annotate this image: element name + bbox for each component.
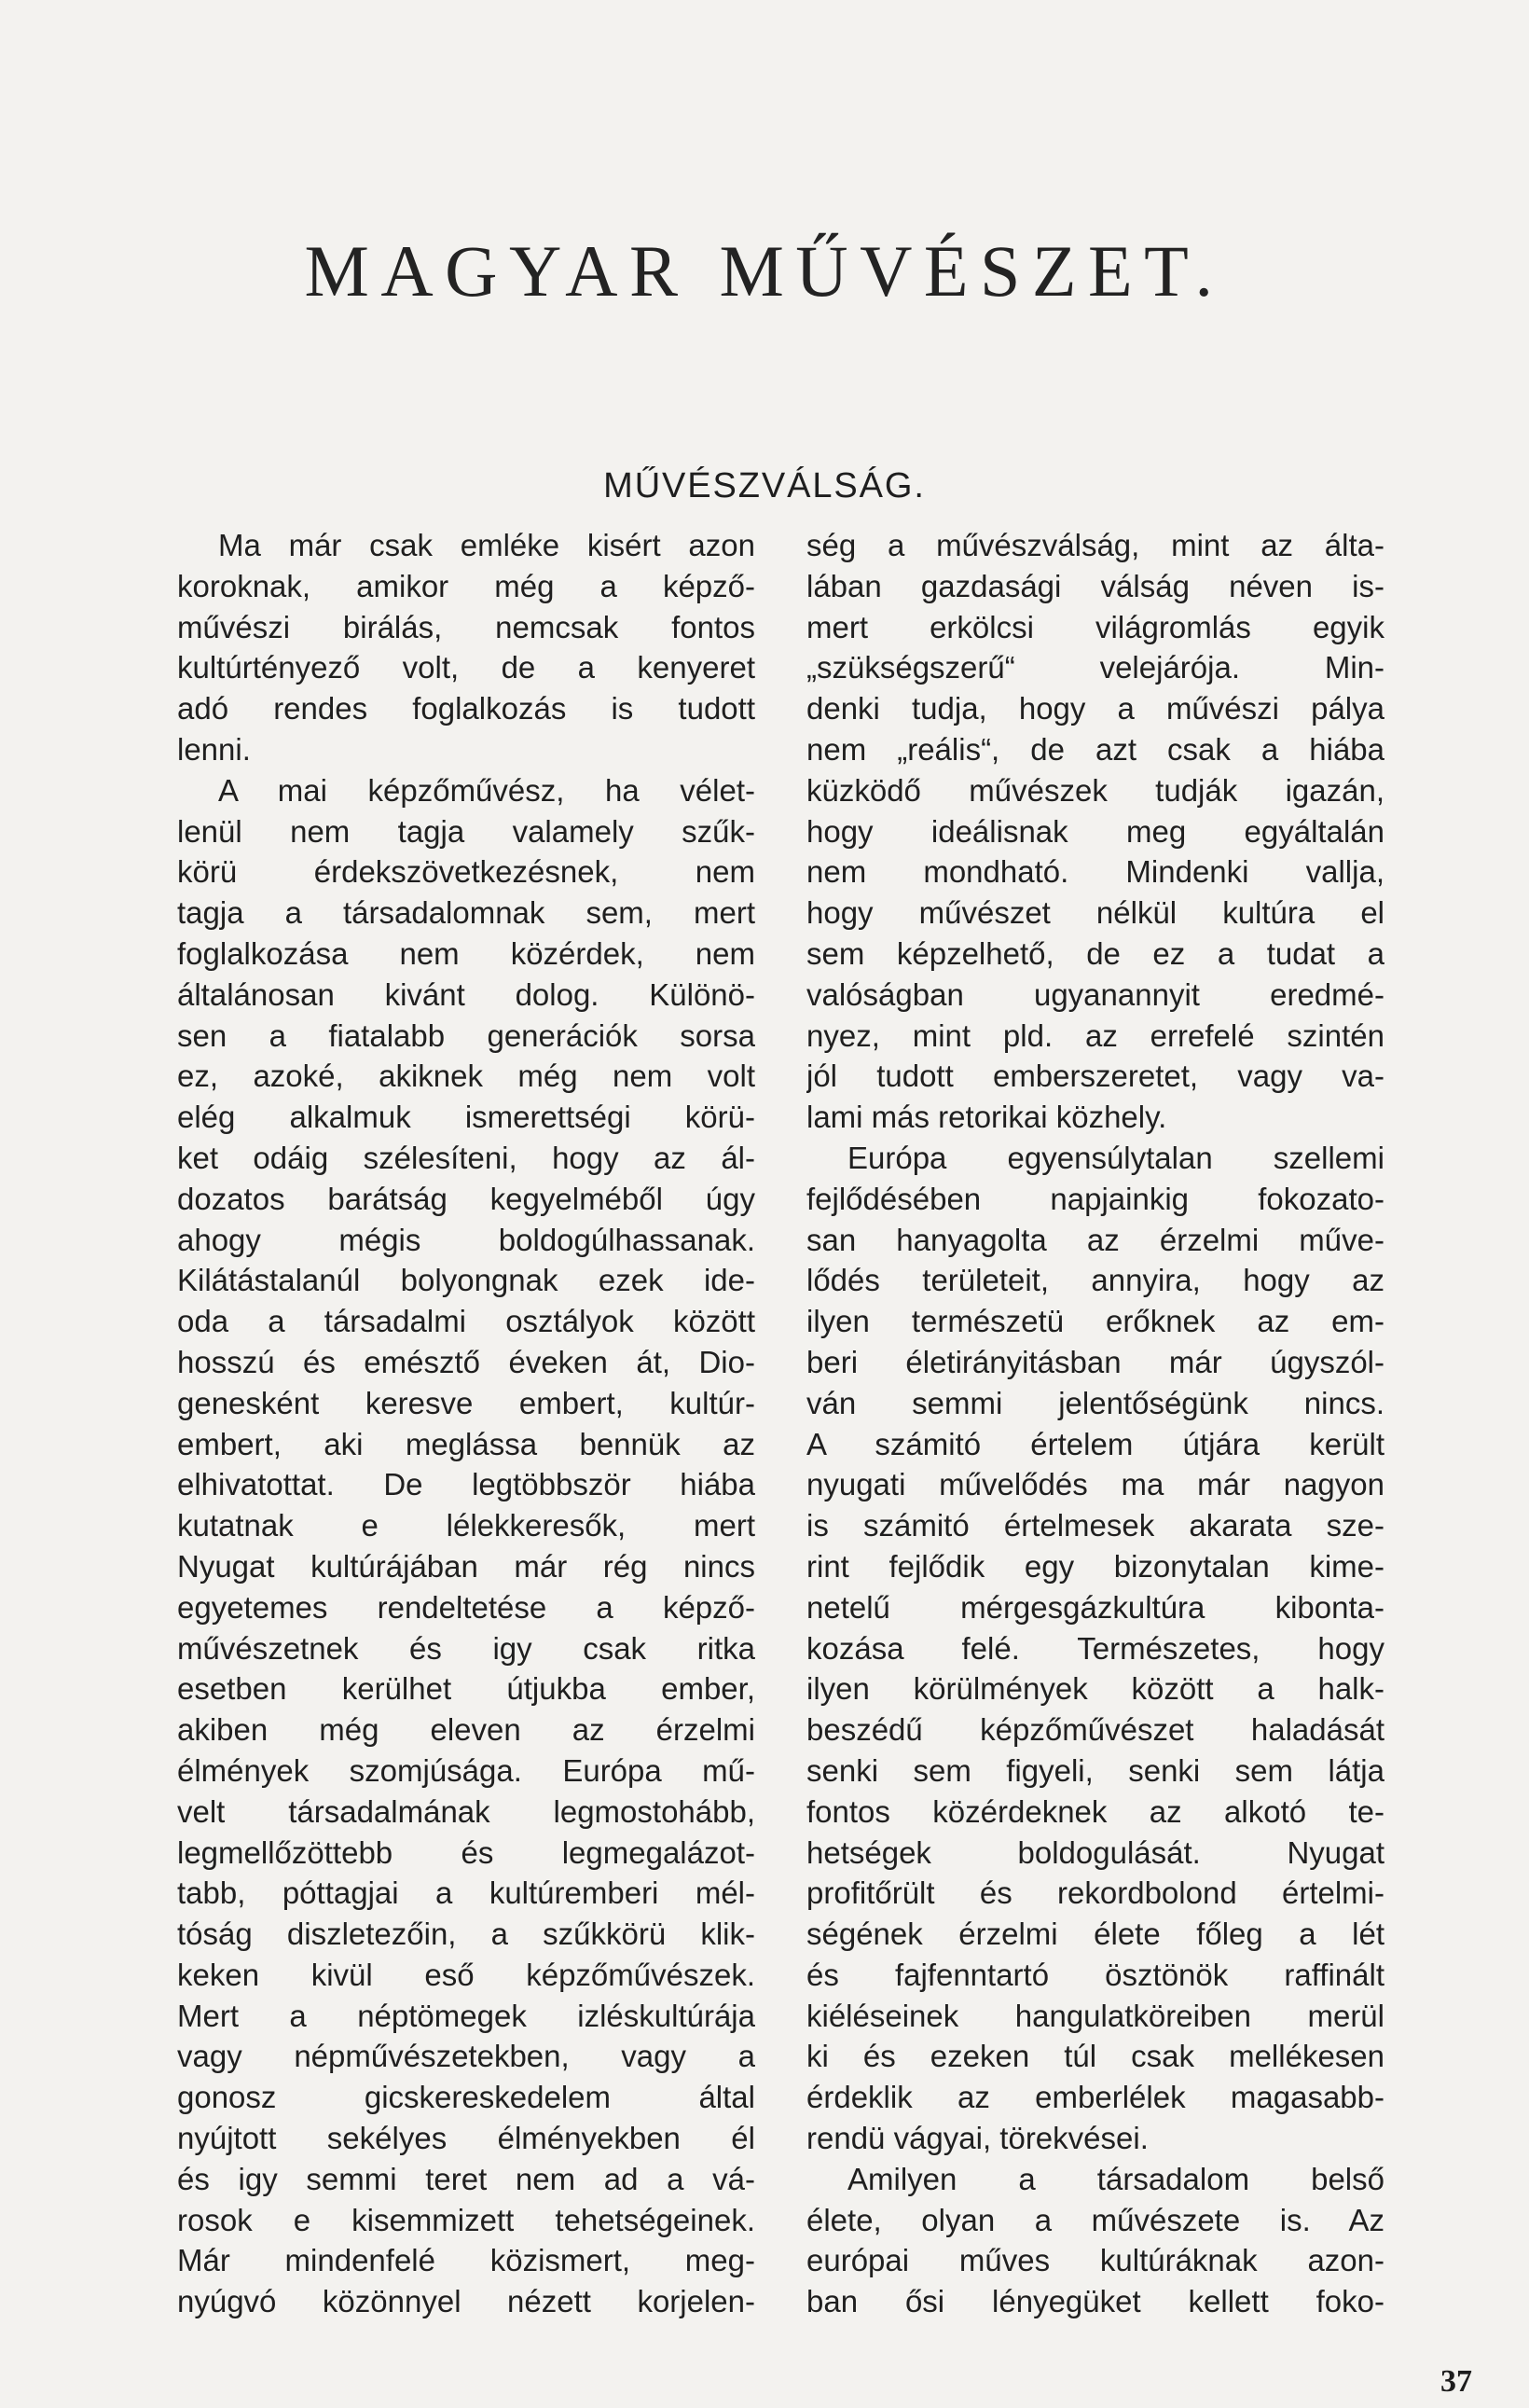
body-line: esetben kerülhet útjukba ember, — [177, 1671, 755, 1707]
body-line: lődés területeit, annyira, hogy az — [806, 1263, 1384, 1298]
article-title: MŰVÉSZVÁLSÁG. — [603, 466, 926, 505]
body-line: adó rendes foglalkozás is tudott — [177, 691, 755, 727]
body-line: akiben még eleven az érzelmi — [177, 1712, 755, 1748]
journal-title: MAGYAR MŰVÉSZET. — [304, 230, 1225, 311]
body-line: senki sem figyeli, senki sem látja — [806, 1752, 1384, 1788]
body-line: netelű mérgesgázkultúra kibonta- — [806, 1589, 1384, 1625]
body-line: nyúgvó közönnyel nézett korjelen- — [177, 2284, 755, 2319]
body-line: Amilyen a társadalom belső — [847, 2161, 1384, 2196]
body-line: vagy népművészetekben, vagy a — [177, 2039, 755, 2074]
body-line: keken kivül eső képzőművészek. — [177, 1957, 755, 1992]
body-line: lenül nem tagja valamely szűk- — [177, 813, 755, 849]
body-line: hogy ideálisnak meg egyáltalán — [806, 813, 1384, 849]
body-line: genesként keresve embert, kultúr- — [177, 1385, 755, 1420]
body-line: ván semmi jelentőségünk nincs. — [806, 1385, 1384, 1420]
body-line: lenni. — [177, 731, 251, 767]
body-line: jól tudott emberszeretet, vagy va- — [806, 1059, 1384, 1094]
body-line: velt társadalmának legmostohább, — [177, 1793, 755, 1829]
body-line: egyetemes rendeltetése a képző- — [177, 1589, 755, 1625]
body-line: és igy semmi teret nem ad a vá- — [177, 2161, 755, 2196]
body-line: denki tudja, hogy a művészi pálya — [806, 691, 1384, 727]
body-line: Mert a néptömegek izléskultúrája — [177, 1998, 755, 2033]
body-line: beszédű képzőművészet haladását — [806, 1712, 1384, 1748]
body-line: Már mindenfelé közismert, meg- — [177, 2243, 755, 2278]
body-line: elég alkalmuk ismerettségi körü- — [177, 1100, 755, 1135]
body-line: tóság diszletezőin, a szűkkörü klik- — [177, 1917, 755, 1952]
body-line: sem képzelhető, de ez a tudat a — [806, 935, 1384, 971]
body-line: európai műves kultúráknak azon- — [806, 2243, 1384, 2278]
body-line: körü érdekszövetkezésnek, nem — [177, 854, 755, 890]
body-line: nyújtott sekélyes élményekben él — [177, 2121, 755, 2156]
body-line: A mai képzőművész, ha vélet- — [218, 772, 755, 808]
body-line: ilyen természetü erőknek az em- — [806, 1304, 1384, 1339]
body-line: nyez, mint pld. az errefelé szintén — [806, 1017, 1384, 1053]
body-line: lami más retorikai közhely. — [806, 1100, 1167, 1135]
body-line: ség a művészválság, mint az álta- — [806, 528, 1384, 562]
body-line: oda a társadalmi osztályok között — [177, 1304, 755, 1339]
body-line: művészi birálás, nemcsak fontos — [177, 609, 755, 644]
body-line: fejlődésében napjainkig fokozato- — [806, 1181, 1384, 1216]
body-line: mert erkölcsi világromlás egyik — [806, 609, 1384, 644]
body-line: tagja a társadalomnak sem, mert — [177, 895, 755, 931]
right-text-column — [806, 525, 1384, 2322]
body-line: beri életirányitásban már úgyszól- — [806, 1344, 1384, 1379]
body-line: nem mondható. Mindenki vallja, — [806, 854, 1384, 890]
body-line: elhivatottat. De legtöbbször hiába — [177, 1467, 755, 1502]
body-line: sen a fiatalabb generációk sorsa — [177, 1017, 755, 1053]
body-line: Kilátástalanúl bolyongnak ezek ide- — [177, 1263, 755, 1298]
body-line: kutatnak e lélekkeresők, mert — [177, 1508, 755, 1543]
body-line: is számitó értelmesek akarata sze- — [806, 1508, 1384, 1543]
body-line: rosok e kisemmizett tehetségeinek. — [177, 2202, 755, 2237]
body-line: küzködő művészek tudják igazán, — [806, 772, 1384, 808]
body-line: koroknak, amikor még a képző- — [177, 568, 755, 603]
body-line: profitőrült és rekordbolond értelmi- — [806, 1875, 1384, 1911]
body-line: rendü vágyai, törekvései. — [806, 2121, 1149, 2156]
body-line: hetségek boldogulását. Nyugat — [806, 1834, 1384, 1870]
body-line: érdeklik az emberlélek magasabb- — [806, 2080, 1384, 2115]
body-line: hogy művészet nélkül kultúra el — [806, 895, 1384, 931]
body-line: kiéléseinek hangulatköreiben merül — [806, 1998, 1384, 2033]
body-line: ségének érzelmi élete főleg a lét — [806, 1917, 1384, 1952]
body-line: lában gazdasági válság néven is- — [806, 568, 1384, 603]
body-line: kozása felé. Természetes, hogy — [806, 1630, 1384, 1666]
body-line: A számitó értelem útjára került — [806, 1426, 1384, 1461]
page-number: 37 — [1440, 2364, 1472, 2399]
body-line: ilyen körülmények között a halk- — [806, 1671, 1384, 1707]
body-line: tabb, póttagjai a kultúremberi mél- — [177, 1875, 755, 1911]
body-line: ez, azoké, akiknek még nem volt — [177, 1059, 755, 1094]
body-line: ban ősi lényegüket kellett foko- — [806, 2284, 1384, 2319]
body-line: nyugati művelődés ma már nagyon — [806, 1467, 1384, 1502]
body-line: fontos közérdeknek az alkotó te- — [806, 1793, 1384, 1829]
body-line: ahogy mégis boldogúlhassanak. — [177, 1222, 755, 1257]
left-text-column — [177, 525, 755, 2322]
body-line: Nyugat kultúrájában már rég nincs — [177, 1548, 755, 1584]
body-line: művészetnek és igy csak ritka — [177, 1630, 755, 1666]
body-line: nem „reális“, de azt csak a hiába — [806, 731, 1384, 767]
body-line: általánosan kivánt dolog. Különö- — [177, 976, 755, 1012]
body-line: ki és ezeken túl csak mellékesen — [806, 2039, 1384, 2074]
body-line: foglalkozása nem közérdek, nem — [177, 935, 755, 971]
body-line: gonosz gicskereskedelem által — [177, 2080, 755, 2115]
body-line: legmellőzöttebb és legmegalázot- — [177, 1834, 755, 1870]
body-line: valóságban ugyanannyit eredmé- — [806, 976, 1384, 1012]
body-line: san hanyagolta az érzelmi műve- — [806, 1222, 1384, 1257]
body-line: hosszú és emésztő éveken át, Dio- — [177, 1344, 755, 1379]
body-line: „szükségszerű“ velejárója. Min- — [806, 650, 1384, 685]
body-line: Európa egyensúlytalan szellemi — [847, 1140, 1384, 1175]
body-line: kultúrtényező volt, de a kenyeret — [177, 650, 755, 685]
body-line: dozatos barátság kegyelméből úgy — [177, 1181, 755, 1216]
body-line: élmények szomjúsága. Európa mű- — [177, 1752, 755, 1788]
body-line: és fajfenntartó ösztönök raffinált — [806, 1957, 1384, 1992]
body-line: rint fejlődik egy bizonytalan kime- — [806, 1548, 1384, 1584]
body-line: embert, aki meglássa bennük az — [177, 1426, 755, 1461]
body-line: ket odáig szélesíteni, hogy az ál- — [177, 1140, 755, 1175]
body-line: Ma már csak emléke kisért azon — [218, 528, 755, 562]
body-line: élete, olyan a művészete is. Az — [806, 2202, 1384, 2237]
